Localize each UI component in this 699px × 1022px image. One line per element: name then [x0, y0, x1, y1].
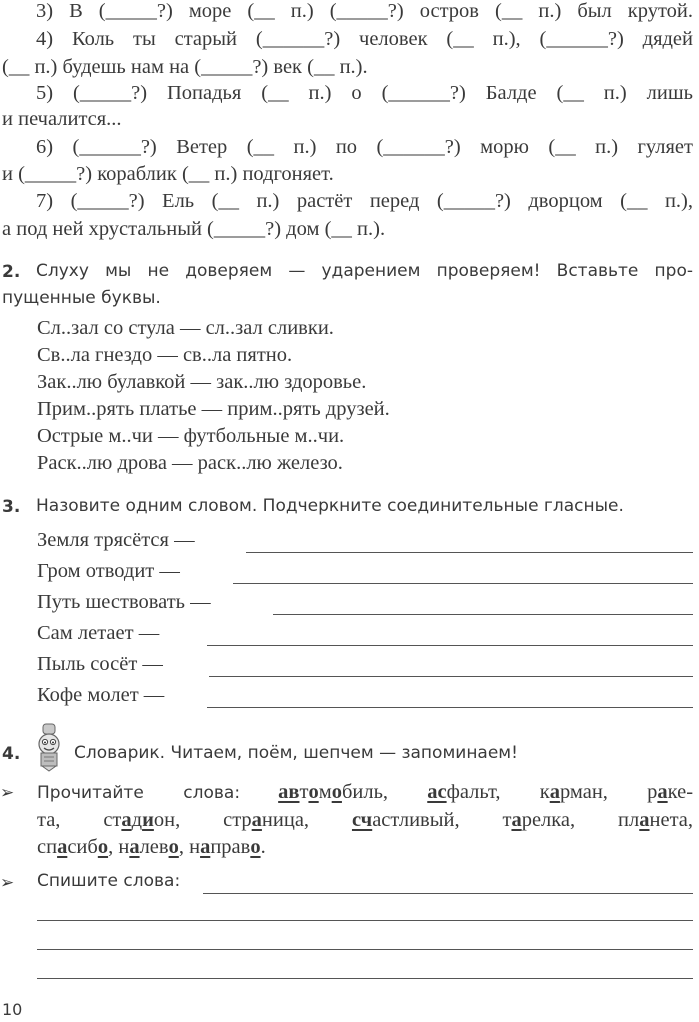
pencil-mascot-icon: [32, 722, 66, 772]
word-text: .: [260, 836, 266, 858]
highlighted-letters: а: [251, 809, 262, 831]
highlighted-letters: о: [97, 836, 109, 858]
ex1-line: 3) В (_____?) море (__ п.) (_____?) остров (__ п.) был крутой.: [36, 0, 693, 22]
page-number: 10: [2, 1000, 23, 1019]
answer-row: [37, 529, 693, 557]
ex1-line: 4) Коль ты старый (______?) человек (__ п.), (______?) дядей: [36, 28, 693, 50]
word-text: , н: [178, 836, 201, 858]
answer-row: [37, 653, 693, 681]
highlighted-letters: ав: [278, 781, 300, 803]
answer-line[interactable]: [207, 707, 693, 708]
ex1-line: а под ней хрустальный (_____?) дом (__ п.).: [2, 218, 386, 240]
word-text: м: [318, 781, 332, 803]
highlighted-letters: ас: [427, 781, 447, 803]
answer-line[interactable]: [233, 583, 693, 584]
word-text: альт, к: [459, 781, 550, 803]
answer-prompt: Кофе молет —: [37, 684, 165, 706]
ex1-line: 6) (______?) Ветер (__ п.) по (______?) морю (__ п.) гуляет: [36, 136, 693, 158]
word-text: нета,: [649, 809, 694, 831]
copy-label: Спишите слова:: [37, 871, 181, 891]
word-text: астливый, т: [372, 809, 512, 831]
exercise-instruction: Слуху мы не доверяем — ударением проверяем! Вставьте про-: [36, 261, 693, 281]
answer-row: [37, 560, 693, 588]
answer-line[interactable]: [273, 614, 693, 615]
word-pair: Прим..рять платье — прим..рять друзей.: [37, 398, 390, 420]
word-text: сп: [37, 836, 58, 858]
copy-answer-line[interactable]: [37, 949, 693, 950]
answer-prompt: Гром отводит —: [37, 560, 180, 582]
highlighted-letters: о: [308, 781, 319, 803]
answer-row: [37, 622, 693, 650]
highlighted-letters: о: [250, 836, 261, 858]
answer-row: [37, 684, 693, 712]
copy-answer-line[interactable]: [37, 978, 693, 979]
exercise-instruction: Назовите одним словом. Подчеркните соединительные гласные.: [36, 496, 624, 516]
word-text: биль,: [341, 781, 428, 803]
word-text: та, ст: [37, 809, 122, 831]
word-text: д: [131, 809, 143, 831]
word-text: релка, пл: [521, 809, 640, 831]
highlighted-letters: а: [57, 836, 68, 858]
word-text: ке-: [667, 781, 694, 803]
read-words-line: [37, 781, 693, 804]
bullet-arrow-icon: ➢: [0, 783, 15, 803]
bullet-arrow-icon: ➢: [0, 873, 15, 893]
highlighted-letters: а: [129, 836, 140, 858]
word-pair: Зак..лю булавкой — зак..лю здоровье.: [37, 371, 367, 393]
answer-row: [37, 591, 693, 619]
word-pair: Раск..лю дрова — раск..лю железо.: [37, 452, 343, 474]
exercise-number: 4.: [2, 744, 21, 764]
read-label: Прочитайте слова:: [37, 783, 241, 803]
word-text: он, стр: [153, 809, 252, 831]
word-text: ница,: [261, 809, 352, 831]
word-pair: Св..ла гнездо — св..ла пятно.: [37, 344, 293, 366]
word-text: ф: [446, 781, 460, 803]
ex1-line: (__ п.) будешь нам на (_____?) век (__ п.).: [2, 56, 368, 78]
highlighted-letters: а: [200, 836, 211, 858]
word-text: прав: [210, 836, 251, 858]
copy-answer-line[interactable]: [203, 893, 693, 894]
answer-prompt: Земля трясётся —: [37, 529, 195, 551]
word-list: [37, 836, 699, 859]
word-text: т: [299, 781, 309, 803]
word-list: [278, 781, 693, 803]
word-pair: Острые м..чи — футбольные м..чи.: [37, 425, 345, 447]
dictionary-title: Словарик. Читаем, поём, шепчем — запоминаем!: [74, 743, 518, 763]
word-pair: Сл..зал со стула — сл..зал сливки.: [37, 317, 334, 339]
word-text: лев: [139, 836, 169, 858]
ex1-line: 7) (_____?) Ель (__ п.) растёт перед (_____?) дворцом (__ п.),: [36, 190, 693, 212]
highlighted-letters: и: [142, 809, 154, 831]
highlighted-letters: а: [549, 781, 560, 803]
ex1-line: и печалится...: [2, 108, 122, 130]
highlighted-letters: а: [121, 809, 132, 831]
exercise-instruction: пущенные буквы.: [2, 288, 161, 308]
answer-line[interactable]: [246, 552, 693, 553]
exercise-number: 3.: [2, 497, 21, 517]
highlighted-letters: а: [657, 781, 668, 803]
answer-prompt: Сам летает —: [37, 622, 160, 644]
answer-line[interactable]: [209, 676, 693, 677]
copy-answer-line[interactable]: [37, 920, 693, 921]
word-text: , н: [108, 836, 130, 858]
word-text: рман, р: [559, 781, 658, 803]
ex1-line: и (_____?) кораблик (__ п.) подгоняет.: [2, 163, 334, 185]
exercise-number: 2.: [2, 262, 21, 282]
answer-line[interactable]: [207, 645, 693, 646]
answer-prompt: Путь шествовать —: [37, 591, 211, 613]
ex1-line: 5) (_____?) Попадья (__ п.) о (______?) Балде (__ п.) лишь: [36, 82, 693, 104]
highlighted-letters: о: [331, 781, 342, 803]
word-list: [37, 809, 693, 832]
highlighted-letters: а: [639, 809, 650, 831]
answer-prompt: Пыль сосёт —: [37, 653, 163, 675]
word-text: сиб: [67, 836, 98, 858]
highlighted-letters: а: [511, 809, 522, 831]
highlighted-letters: о: [168, 836, 179, 858]
highlighted-letters: сч: [351, 809, 373, 831]
